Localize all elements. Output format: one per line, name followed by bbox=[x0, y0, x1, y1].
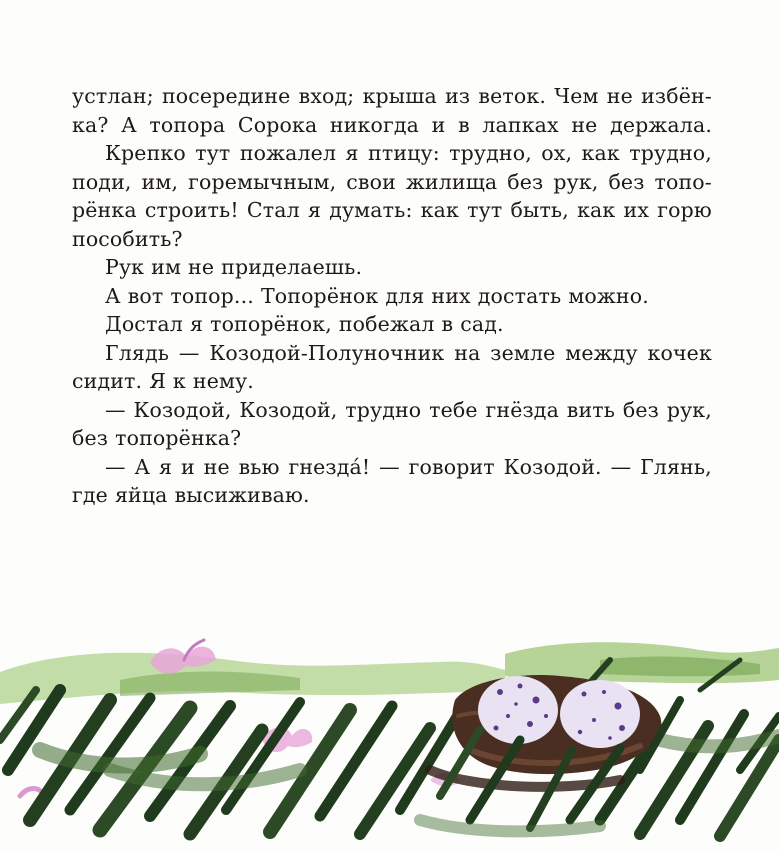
text-line: рёнка строить! Стал я думать: как тут быть, как их горю bbox=[72, 198, 712, 222]
text-line: Рук им не приделаешь. bbox=[105, 255, 363, 279]
text-line: — А я и не вью гнезда́! — говорит Козодой. — Глянь, bbox=[105, 454, 712, 479]
grass-wash bbox=[0, 642, 779, 704]
story-text bbox=[72, 82, 712, 510]
text-line: ка? А топора Сорока никогда и в лапках не держала. bbox=[72, 112, 712, 137]
text-line: где яйца высиживаю. bbox=[72, 483, 310, 507]
nest-illustration bbox=[0, 620, 779, 850]
text-line: устлан; посередине вход; крыша из веток. Чем не избён- bbox=[72, 84, 712, 108]
text-line: пособить? bbox=[72, 226, 183, 251]
text-line: А вот топор... Топорёнок для них достать можно. bbox=[105, 283, 649, 308]
text-line: Достал я топорёнок, побежал в сад. bbox=[105, 312, 504, 336]
text-line: Крепко тут пожалел я птицу: трудно, ох, как трудно, bbox=[105, 141, 712, 165]
text-line: — Козодой, Козодой, трудно тебе гнёзда вить без рук, bbox=[105, 397, 712, 422]
text-line: Глядь — Козодой-Полуночник на земле между кочек bbox=[105, 340, 712, 365]
text-line: сидит. Я к нему. bbox=[72, 369, 254, 393]
text-line: без топорёнка? bbox=[72, 426, 242, 450]
text-line: поди, им, горемычным, свои жилища без рук, без топо- bbox=[72, 169, 712, 194]
